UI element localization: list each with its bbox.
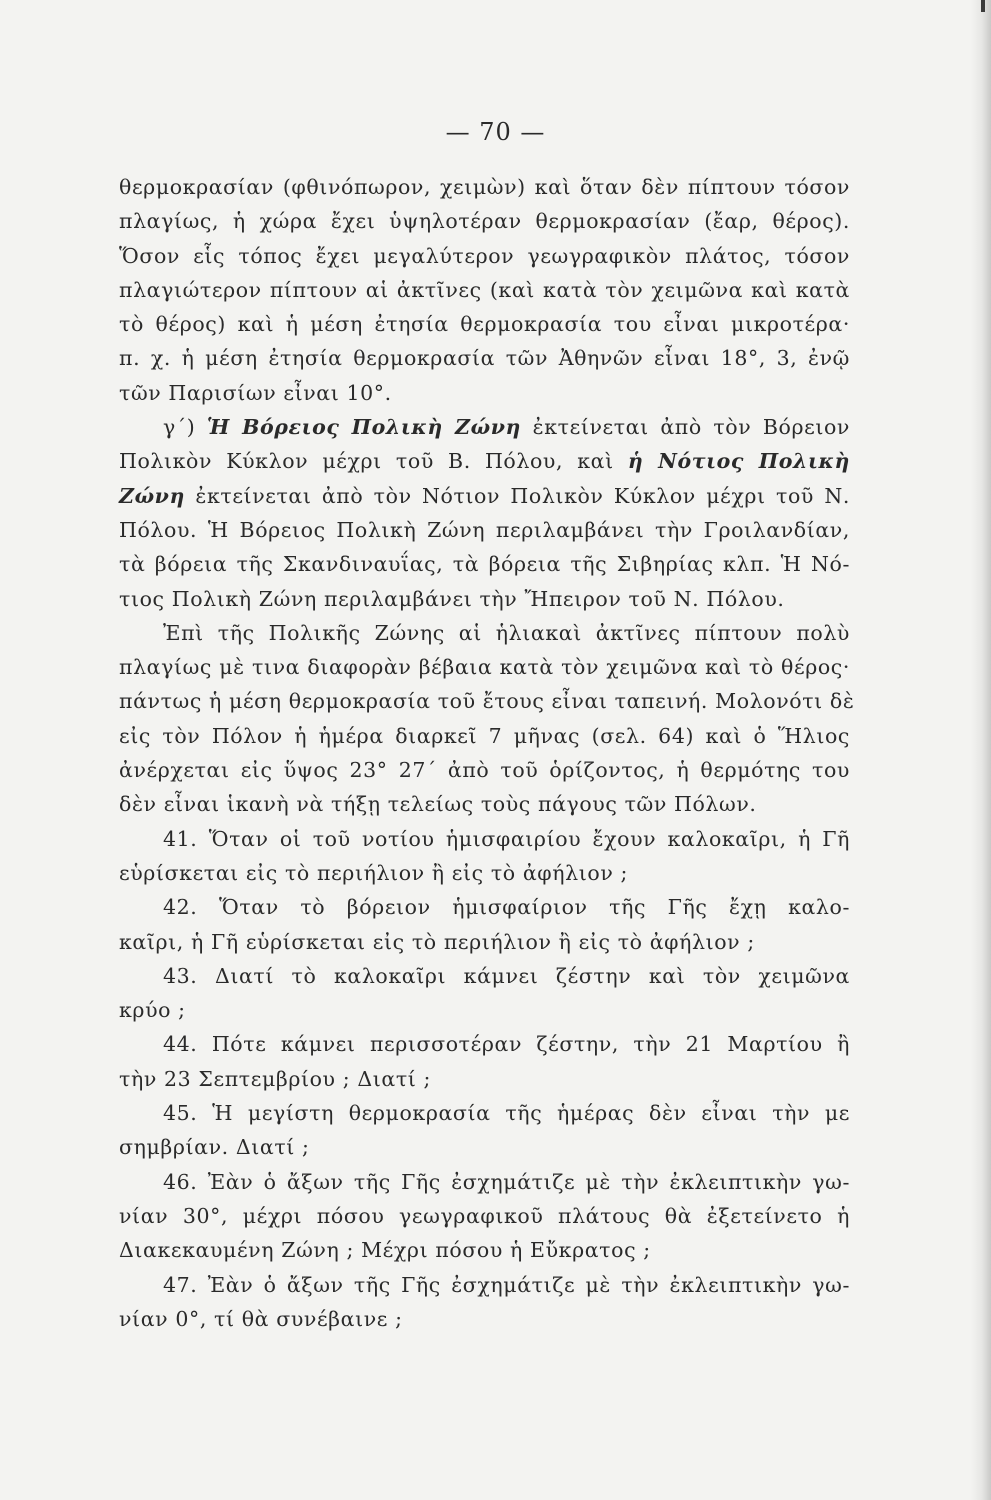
text-line (119, 444, 850, 478)
text-line: Πόλου. Ἡ Βόρειος Πολικὴ Ζώνη περιλαμβάνει τὴν Γροιλανδίαν, (119, 517, 850, 542)
text-line: πλαγίως, ἡ χώρα ἔχει ὑψηλοτέραν θερμοκρασίαν (ἔαρ, θέρος). (119, 209, 850, 234)
text-line: νίαν 30°, μέχρι πόσου γεωγραφικοῦ πλάτους θὰ ἐξετείνετο ἡ (119, 1203, 850, 1228)
text-line: 44. Πότε κάμνει περισσοτέραν ζέστην, τὴν 21 Μαρτίου ἢ (163, 1032, 850, 1057)
text-line: εἰς τὸν Πόλον ἡ ἡμέρα διαρκεῖ 7 μῆνας (σελ. 64) καὶ ὁ Ἥλιος (119, 723, 850, 748)
text-line: θερμοκρασίαν (φθινόπωρον, χειμὼν) καὶ ὅταν δὲν πίπτουν τόσον (119, 175, 850, 199)
text-line: τὸ θέρος) καὶ ἡ μέση ἐτησία θερμοκρασία του εἶναι μικροτέρα· (119, 312, 850, 337)
text-line: πάντως ἡ μέση θερμοκρασία τοῦ ἔτους εἶναι ταπεινή. Μολονότι δὲ (119, 689, 855, 714)
text-line: τὴν 23 Σεπτεμβρίου ; Διατί ; (119, 1066, 432, 1091)
text-line: σημβρίαν. Διατί ; (119, 1135, 310, 1160)
text-line: ἀνέρχεται εἰς ὕψος 23° 27΄ ἀπὸ τοῦ ὁρίζοντος, ἡ θερμότης του (119, 758, 850, 783)
text-line: 41. Ὅταν οἱ τοῦ νοτίου ἡμισφαιρίου ἔχουν καλοκαῖρι, ἡ Γῆ (163, 826, 850, 851)
text-line: 45. Ἡ μεγίστη θερμοκρασία τῆς ἡμέρας δὲν εἶναι τὴν με (163, 1101, 850, 1126)
text-line: νίαν 0°, τί θὰ συνέβαινε ; (119, 1306, 403, 1331)
text-line: πλαγιώτερον πίπτουν αἱ ἀκτῖνες (καὶ κατὰ τὸν χειμῶνα καὶ κατὰ (119, 277, 850, 302)
text-line: τὰ βόρεια τῆς Σκανδιναυΐας, τὰ βόρεια τῆς Σιβηρίας κλπ. Ἡ Νό- (119, 552, 850, 577)
text-line: κρύο ; (119, 998, 186, 1023)
edge-mark (981, 0, 985, 12)
text-line (119, 410, 850, 444)
text-run: γ΄) (163, 415, 207, 440)
text-line: 46. Ἐὰν ὁ ἄξων τῆς Γῆς ἐσχημάτιζε μὲ τὴν ἐκλειπτικὴν γω- (163, 1169, 850, 1194)
text-line: 47. Ἐὰν ὁ ἄξων τῆς Γῆς ἐσχημάτιζε μὲ τὴν ἐκλειπτικὴν γω- (163, 1272, 850, 1297)
text-run: Πολικὸν Κύκλον μέχρι τοῦ Β. Πόλου, καὶ (119, 449, 628, 474)
body-text (119, 170, 855, 1336)
text-line: τιος Πολικὴ Ζώνη περιλαμβάνει τὴν Ἤπειρον τοῦ Ν. Πόλου. (119, 586, 785, 611)
bold-term: Ζώνη (119, 483, 186, 508)
text-run: ἐκτείνεται ἀπὸ τὸν Βόρειον (521, 415, 850, 440)
text-run: ἐκτείνεται ἀπὸ τὸν Νότιον Πολικὸν Κύκλον μέχρι τοῦ Ν. (185, 483, 850, 508)
text-line: π. χ. ἡ μέση ἐτησία θερμοκρασία τῶν Ἀθηνῶν εἶναι 18°, 3, ἐνῷ (119, 346, 850, 371)
text-line: Διακεκαυμένη Ζώνη ; Μέχρι πόσου ἡ Εὔκρατος ; (119, 1238, 651, 1263)
text-line: Ἐπὶ τῆς Πολικῆς Ζώνης αἱ ἡλιακαὶ ἀκτῖνες πίπτουν πολὺ (163, 620, 850, 645)
text-line: εὑρίσκεται εἰς τὸ περιήλιον ἢ εἰς τὸ ἀφήλιον ; (119, 860, 628, 885)
bold-term: ἡ Νότιος Πολικὴ (627, 449, 850, 474)
page-number: — 70 — (445, 118, 546, 146)
text-line: δὲν εἶναι ἱκανὴ νὰ τήξῃ τελείως τοὺς πάγους τῶν Πόλων. (119, 792, 757, 817)
text-line: τῶν Παρισίων εἶναι 10°. (119, 380, 392, 405)
text-line: πλαγίως μὲ τινα διαφορὰν βέβαια κατὰ τὸν χειμῶνα καὶ τὸ θέρος· (119, 655, 850, 680)
bold-term: Ἡ Βόρειος Πολικὴ Ζώνη (206, 415, 522, 440)
page-edge-shadow (971, 0, 991, 1500)
text-line: 43. Διατί τὸ καλοκαῖρι κάμνει ζέστην καὶ τὸν χειμῶνα (163, 963, 850, 988)
text-line: Ὅσον εἷς τόπος ἔχει μεγαλύτερον γεωγραφικὸν πλάτος, τόσον (119, 243, 850, 268)
text-line: καῖρι, ἡ Γῆ εὑρίσκεται εἰς τὸ περιήλιον ἢ εἰς τὸ ἀφήλιον ; (119, 929, 755, 954)
text-line: 42. Ὅταν τὸ βόρειον ἡμισφαίριον τῆς Γῆς ἔχῃ καλο- (163, 895, 850, 920)
text-line (119, 479, 850, 513)
